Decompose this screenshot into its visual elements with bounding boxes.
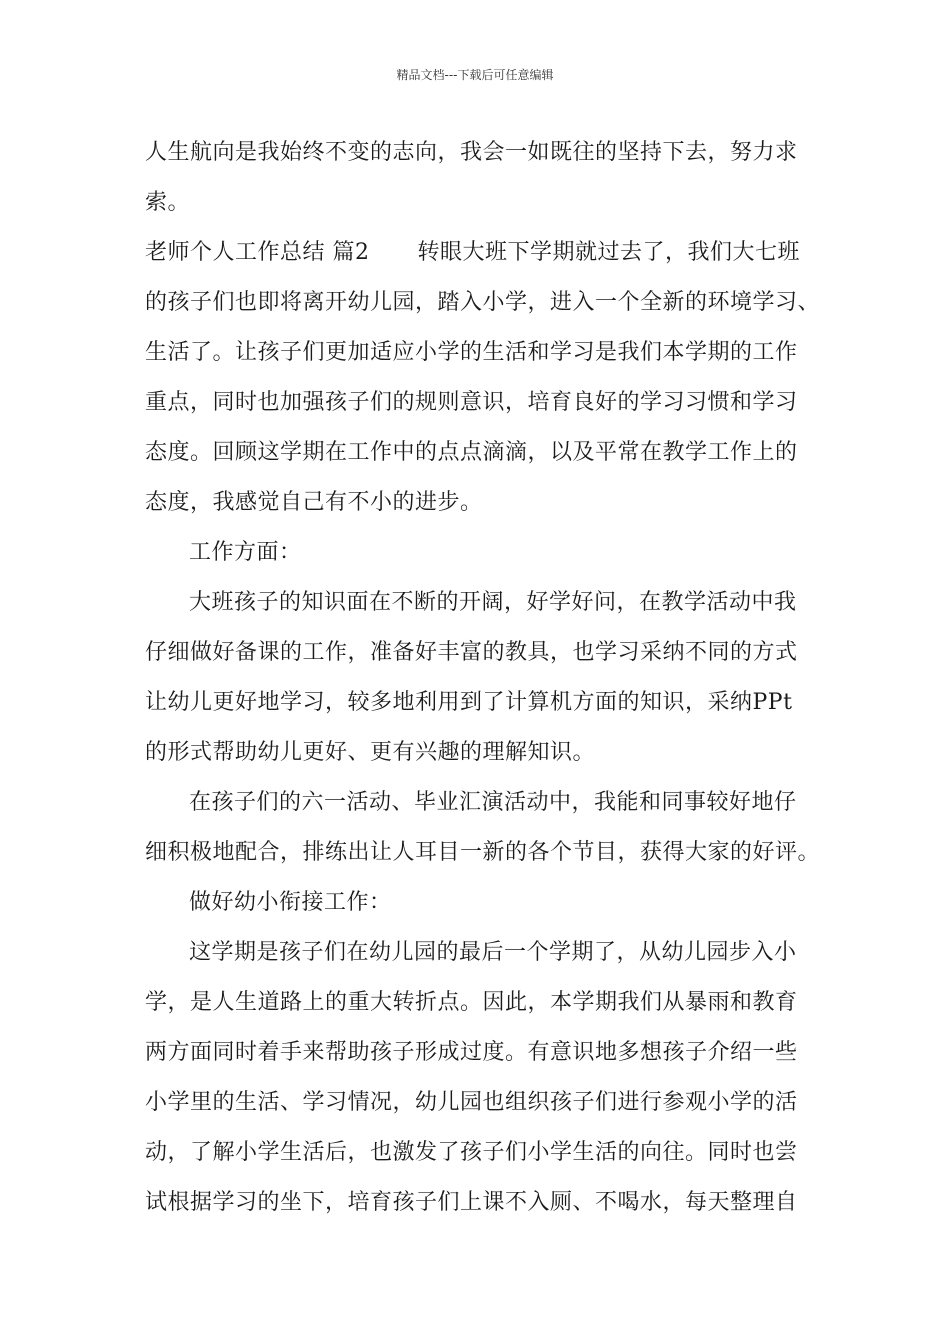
paragraph-line: 的孩子们也即将离开幼儿园，踏入小学，进入一个全新的环境学习、 bbox=[145, 290, 821, 315]
paragraph-line: 重点，同时也加强孩子们的规则意识，培育良好的学习习惯和学习 bbox=[145, 390, 798, 415]
paragraph-line: 态度，我感觉自己有不小的进步。 bbox=[145, 490, 483, 515]
section-title-line bbox=[145, 228, 817, 278]
paragraph-line: 人生航向是我始终不变的志向，我会一如既往的坚持下去，努力求 bbox=[145, 140, 798, 165]
paragraph-line: 动，了解小学生活后，也激发了孩子们小学生活的向往。同时也尝 bbox=[145, 1140, 798, 1165]
paragraph-line: 转眼大班下学期就过去了，我们大七班 bbox=[417, 240, 801, 265]
paragraph-line: 索。 bbox=[145, 190, 191, 215]
paragraph-line: 小学里的生活、学习情况，幼儿园也组织孩子们进行参观小学的活 bbox=[145, 1090, 798, 1115]
paragraph-line: 态度。回顾这学期在工作中的点点滴滴，以及平常在教学工作上的 bbox=[145, 440, 798, 465]
paragraph-line: 的形式帮助幼儿更好、更有兴趣的理解知识。 bbox=[145, 740, 596, 765]
page-header: 精品文档---下载后可任意编辑 bbox=[396, 68, 554, 82]
paragraph-line: 学，是人生道路上的重大转折点。因此，本学期我们从暴雨和教育 bbox=[145, 990, 798, 1015]
section-title: 老师个人工作总结 篇2 bbox=[145, 240, 370, 265]
paragraph-line: 细积极地配合，排练出让人耳目一新的各个节目，获得大家的好评。 bbox=[145, 840, 821, 865]
paragraph-line: 这学期是孩子们在幼儿园的最后一个学期了，从幼儿园步入小 bbox=[189, 940, 797, 965]
paragraph-line: 两方面同时着手来帮助孩子形成过度。有意识地多想孩子介绍一些 bbox=[145, 1040, 798, 1065]
paragraph-line: 在孩子们的六一活动、毕业汇演活动中，我能和同事较好地仔 bbox=[189, 790, 797, 815]
paragraph-line: 生活了。让孩子们更加适应小学的生活和学习是我们本学期的工作 bbox=[145, 340, 798, 365]
paragraph-line: 试根据学习的坐下，培育孩子们上课不入厕、不喝水，每天整理自 bbox=[145, 1190, 798, 1215]
subheading: 做好幼小衔接工作： bbox=[189, 890, 392, 915]
paragraph-line: 仔细做好备课的工作，准备好丰富的教具，也学习采纳不同的方式 bbox=[145, 640, 798, 665]
paragraph-line: 让幼儿更好地学习，较多地利用到了计算机方面的知识，采纳PPt bbox=[145, 690, 793, 715]
paragraph-line: 大班孩子的知识面在不断的开阔，好学好问，在教学活动中我 bbox=[189, 590, 797, 615]
document-body bbox=[145, 128, 821, 1228]
subheading: 工作方面： bbox=[189, 540, 302, 565]
